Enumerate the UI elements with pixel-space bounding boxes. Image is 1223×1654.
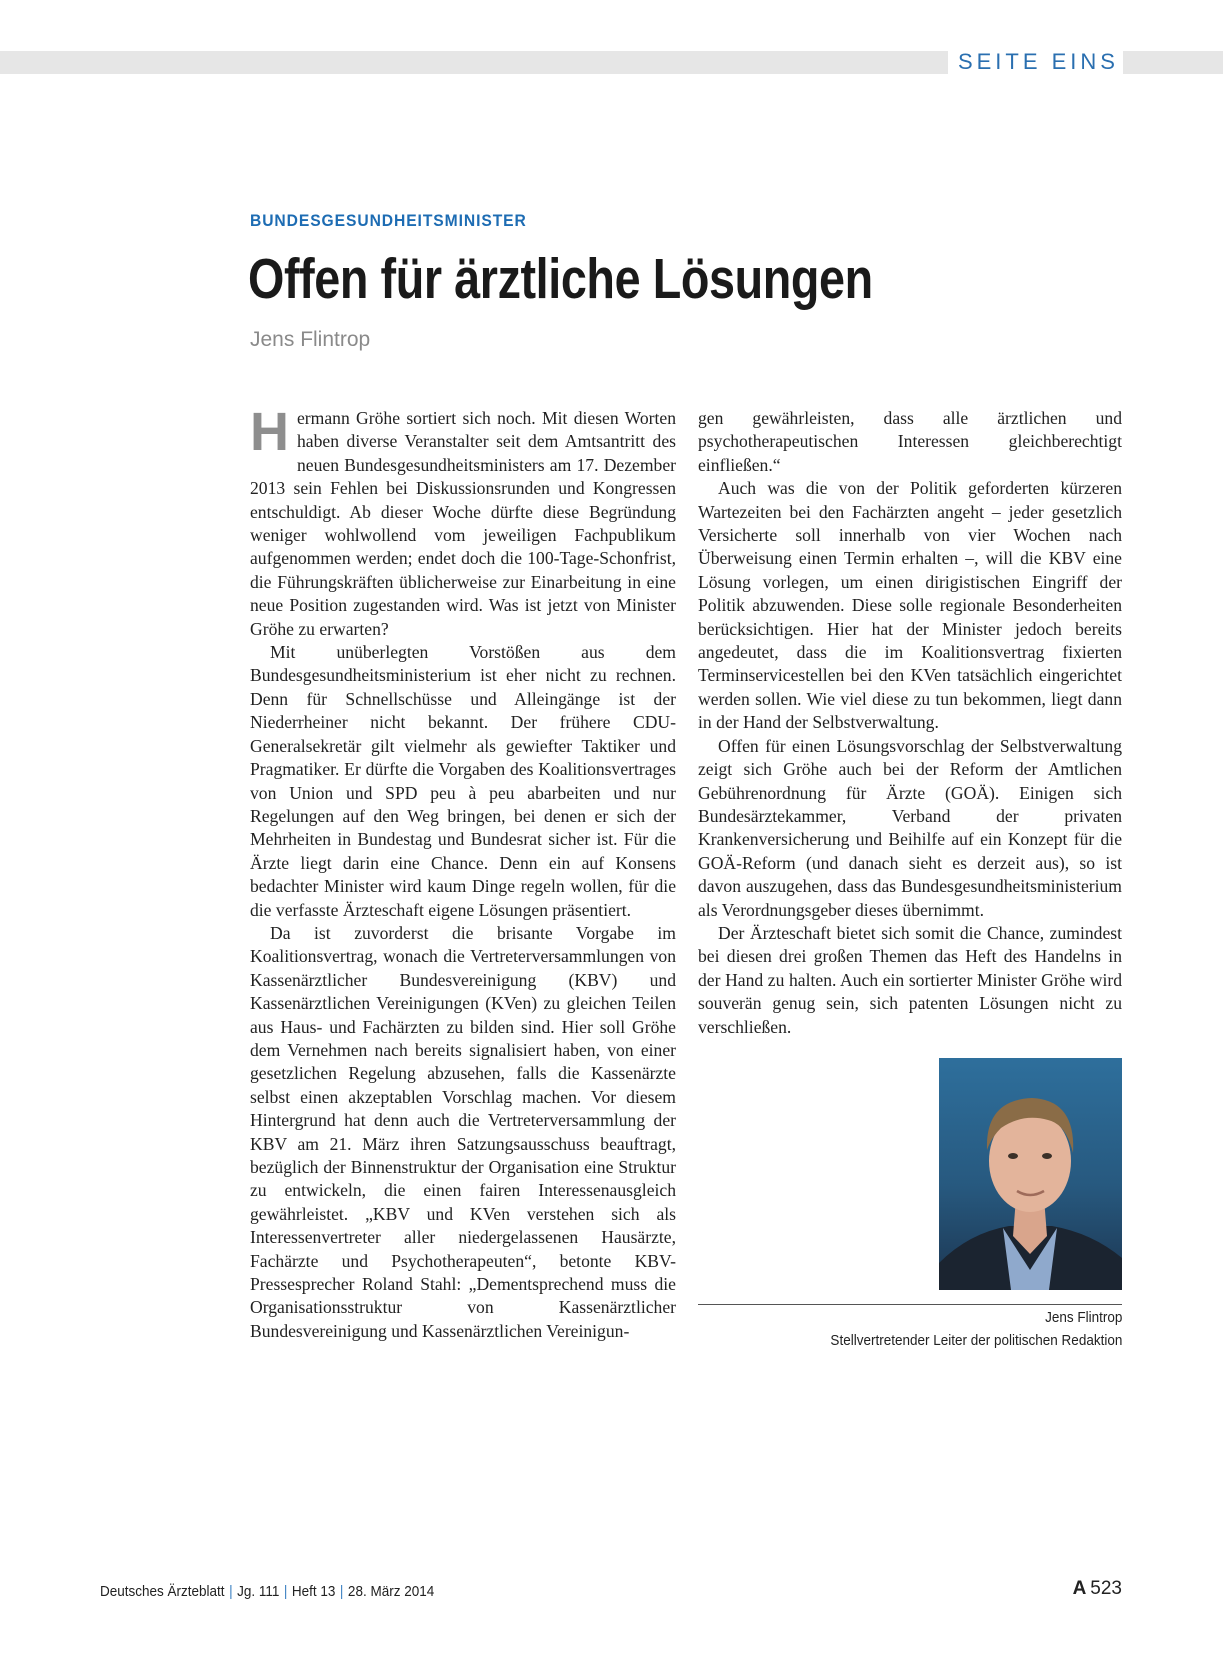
article-paragraph: Offen für einen Lösungsvorschlag der Selbstverwaltung zeigt sich Gröhe auch bei der Reform der Amtlichen Gebührenordnung für Ärzte (GOÄ). Einigen sich Bundesärztekammer, Verband der privaten Krankenversicherung und Beihilfe auf ein Konzept für die GOÄ-Reform (und danach sieht es derzeit aus), so ist davon auszugehen, dass das Bundesgesundheitsministerium als Verordnungsgeber dieses übernimmt. [698, 735, 1122, 920]
caption-name: Jens Flintrop [1044, 1309, 1122, 1326]
footer-publication: Deutsches Ärzteblatt [100, 1583, 225, 1600]
footer-issue: Heft 13 [291, 1583, 336, 1600]
section-label: SEITE EINS [948, 48, 1123, 76]
article-paragraph: Da ist zuvorderst die brisante Vorgabe im Koalitionsvertrag, wonach die Vertreterversammlungen von Kassenärztlicher Bundesvereinigung (KBV) und Kassenärztlichen Vereinigungen (KVen) zu gleichen Teilen aus Haus- und Fachärzten zu bilden sind. Hier soll Gröhe dem Vernehmen nach bereits signalisiert haben, von einer gesetzlichen Regelung abzusehen, falls die Kassenärzte selbst einen akzeptablen Vorschlag machen. Vor diesem Hintergrund hat denn auch die Vertreterversammlung der KBV am 21. März ihren Satzungsausschuss beauftragt, bezüglich der Binnenstruktur der Organisation eine Struktur zu entwickeln, die einen fairen Interessenausgleich gewährleistet. „KBV und KVen verstehen sich als Interessenvertreter aller niedergelassenen Hausärzte, Fachärzte und Psychotherapeuten“, betonte KBV-Pressesprecher Roland Stahl: „Dementsprechend muss die Organisationsstruktur von Kassenärztlicher Bundesvereinigung und Kassenärztlichen Vereinigun- [250, 922, 676, 1341]
page-number [1073, 1578, 1122, 1600]
article-kicker: BUNDESGESUNDHEITSMINISTER [250, 211, 527, 230]
footer-volume: Jg. 111 [237, 1583, 280, 1600]
page-number-value: 523 [1090, 1578, 1122, 1599]
caption-divider [698, 1304, 1122, 1305]
article-paragraph: Der Ärzteschaft bietet sich somit die Chance, zumindest bei diesen drei großen Themen das Heft des Handelns in der Hand zu halten. Auch ein sortierter Minister Gröhe wird souverän genug sein, sich patenten Lösungen nicht zu verschließen. [698, 922, 1122, 1037]
author-photo [939, 1058, 1122, 1290]
article-paragraph: Hermann Gröhe sortiert sich noch. Mit diesen Worten haben diverse Veranstalter seit dem Amtsantritt des neuen Bundesgesundheitsministers am 17. Dezember 2013 sein Fehlen bei Diskussionsrunden und Kongressen entschuldigt. Ab dieser Woche dürfte diese Begründung weniger wohlwollend vom jeweiligen Fachpublikum aufgenommen werden; endet doch die 100-Tage-Schonfrist, die Führungskräften üblicherweise zur Einarbeitung in eine neue Position zugestanden wird. Was ist jetzt von Minister Gröhe zu erwarten? [250, 402, 676, 639]
article-column-right [698, 407, 1122, 1039]
caption-role: Stellvertretender Leiter der politischen Redaktion [830, 1332, 1122, 1349]
page-footer [100, 1583, 434, 1600]
photo-caption [830, 1306, 1122, 1352]
article-headline: Offen für ärztliche Lösungen [248, 247, 873, 311]
page-prefix: A [1072, 1578, 1087, 1599]
article-paragraph: gen gewährleisten, dass alle ärztlichen und psychotherapeutischen Interessen gleichberechtigt einfließen.“ [698, 408, 1122, 475]
article-author: Jens Flintrop [250, 328, 371, 351]
article-paragraph: Auch was die von der Politik geforderten kürzeren Wartezeiten bei den Fachärzten angeht – jeder gesetzlich Versicherte soll innerhalb von vier Wochen nach Überweisung einen Termin erhalten –, will die KBV eine Lösung vorlegen, um einen dirigistischen Eingriff der Politik abzuwenden. Diese solle regionale Besonderheiten berücksichtigen. Hier hat der Minister jedoch bereits angedeutet, dass die im Koalitionsvertrag fixierten Terminservicestellen bei den KVen tatsächlich eingerichtet werden sollen. Wie viel diese zu tun bekommen, liegt dann in der Hand der Selbstverwaltung. [698, 478, 1122, 733]
article-column-left [250, 402, 676, 1343]
footer-separator: | [283, 1583, 288, 1600]
article-paragraph: Mit unüberlegten Vorstößen aus dem Bundesgesundheitsministerium ist eher nicht zu rechnen. Denn für Schnellschüsse und Alleingänge ist der Niederrheiner nicht bekannt. Der frühere CDU-Generalsekretär gilt vielmehr als gewiefter Taktiker und Pragmatiker. Er dürfte die Vorgaben des Koalitionsvertrages von Union und SPD peu à peu abarbeiten und nur Regelungen auf den Weg bringen, bei denen er sich der Mehrheiten in Bundestag und Bundesrat sicher ist. Für die Ärzte liegt darin eine Chance. Denn ein auf Konsens bedachter Minister wird kaum Dinge regeln wollen, für die die verfasste Ärzteschaft eigene Lösungen präsentiert. [250, 642, 676, 920]
drop-cap: H [250, 402, 289, 462]
footer-separator: | [339, 1583, 344, 1600]
footer-date: 28. März 2014 [347, 1583, 435, 1600]
footer-separator: | [229, 1583, 233, 1600]
